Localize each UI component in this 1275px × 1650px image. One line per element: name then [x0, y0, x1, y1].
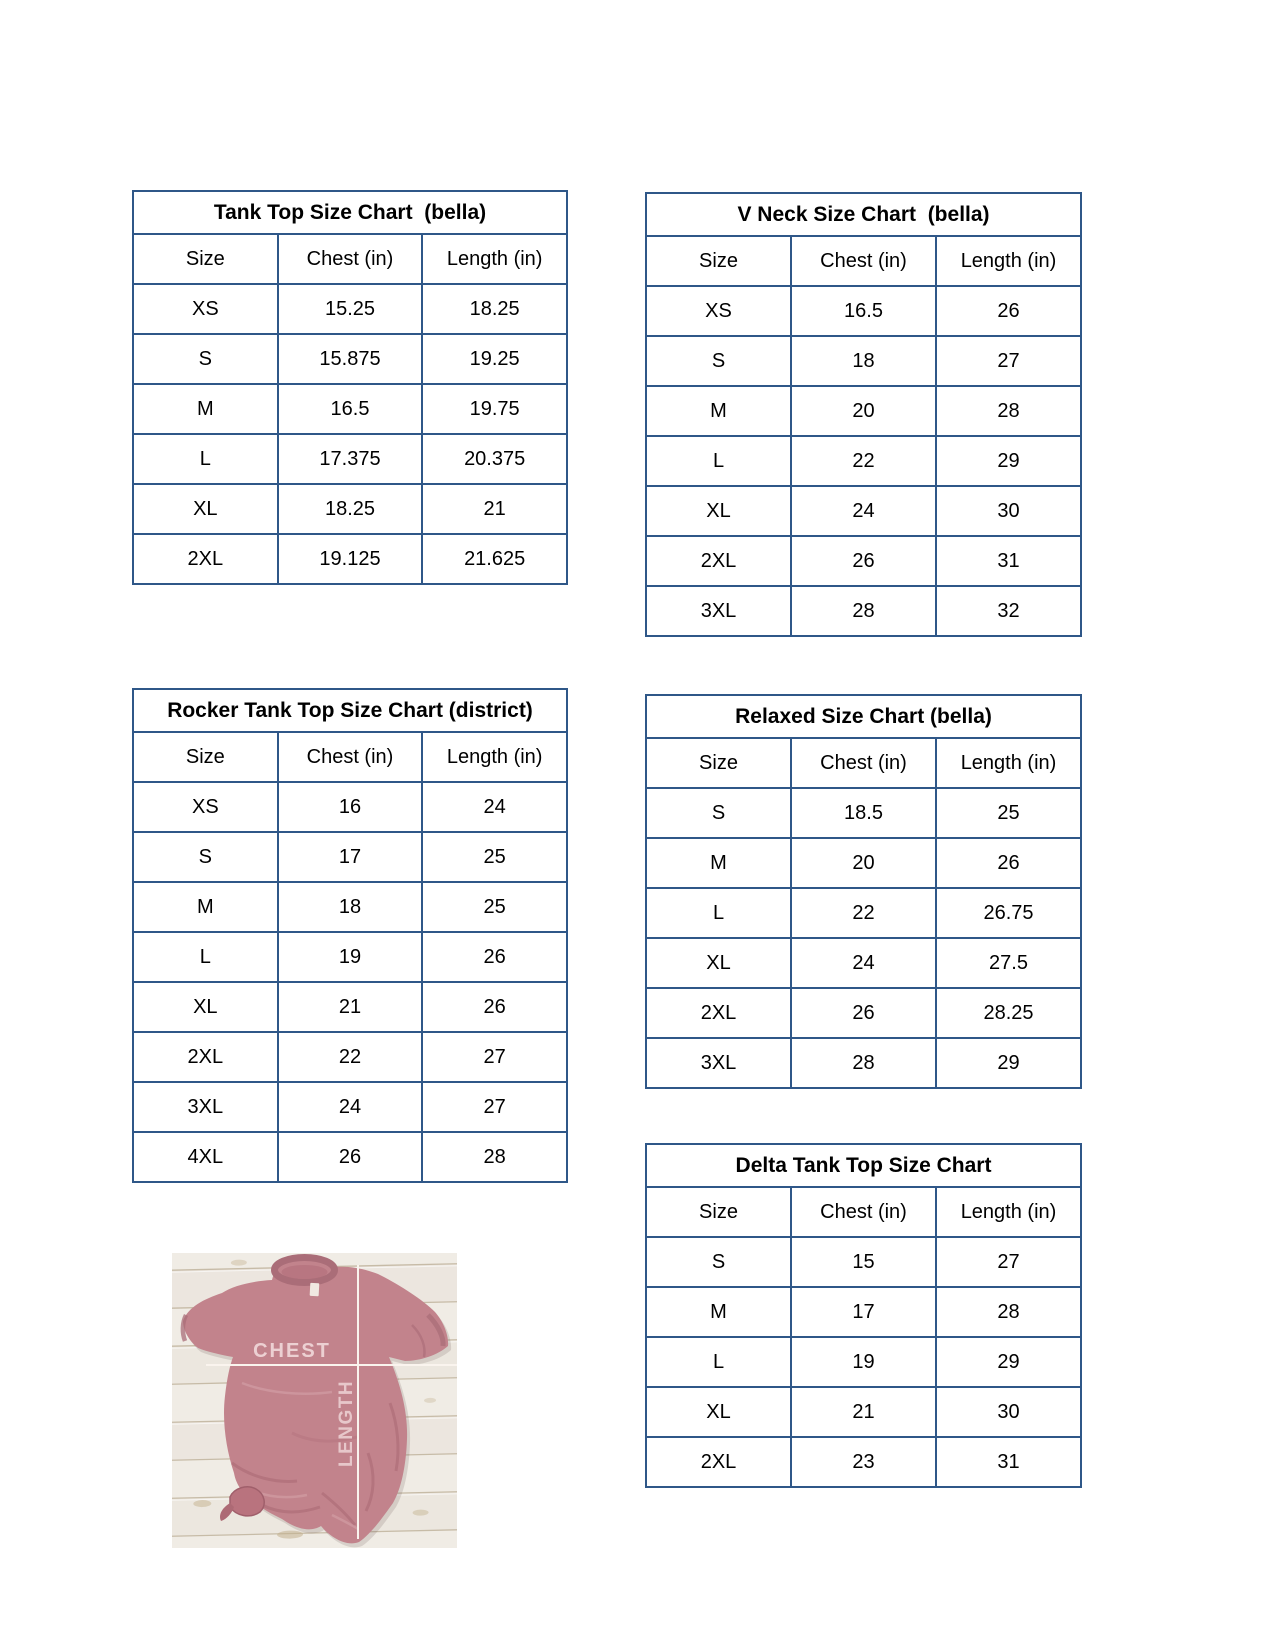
size-table-tank-top: [132, 190, 568, 585]
table-cell: XL: [646, 486, 791, 536]
table-cell: 30: [936, 486, 1081, 536]
table-cell: 16: [278, 782, 423, 832]
table-header-row: [133, 234, 567, 284]
table-row: [133, 782, 567, 832]
table-row: [133, 284, 567, 334]
table-cell: L: [646, 888, 791, 938]
table-row: [646, 436, 1081, 486]
table-cell: XL: [133, 484, 278, 534]
table-cell: S: [646, 788, 791, 838]
table-row: [646, 788, 1081, 838]
table-cell: 18.25: [278, 484, 423, 534]
table-row: [646, 286, 1081, 336]
table-title: Tank Top Size Chart (bella): [133, 191, 567, 234]
table-row: [133, 384, 567, 434]
size-table-rocker-tank-top: [132, 688, 568, 1183]
table-row: [646, 1337, 1081, 1387]
table-cell: 28: [936, 386, 1081, 436]
table-cell: 15: [791, 1237, 936, 1287]
table-cell: 30: [936, 1387, 1081, 1437]
table-cell: 31: [936, 536, 1081, 586]
table-cell: S: [133, 832, 278, 882]
table-cell: 3XL: [646, 1038, 791, 1088]
table-cell: 21: [791, 1387, 936, 1437]
table-cell: 17: [791, 1287, 936, 1337]
table-cell: S: [646, 1237, 791, 1287]
table-cell: 25: [422, 882, 567, 932]
table-header-row: [646, 1187, 1081, 1237]
collar-opening: [282, 1265, 328, 1279]
table-cell: XL: [133, 982, 278, 1032]
table-cell: 18.25: [422, 284, 567, 334]
table-cell: 17.375: [278, 434, 423, 484]
table-cell: 23: [791, 1437, 936, 1487]
table-cell: 27: [936, 336, 1081, 386]
column-header: Chest (in): [791, 1187, 936, 1237]
table-cell: XS: [133, 284, 278, 334]
table-row: [646, 586, 1081, 636]
table-cell: 28: [936, 1287, 1081, 1337]
table-cell: M: [646, 838, 791, 888]
table-cell: 24: [791, 938, 936, 988]
column-header: Length (in): [936, 738, 1081, 788]
table-title: Relaxed Size Chart (bella): [646, 695, 1081, 738]
table-title-row: [133, 689, 567, 732]
size-table-relaxed: [645, 694, 1082, 1089]
table-cell: L: [133, 932, 278, 982]
column-header: Size: [646, 738, 791, 788]
table-cell: 3XL: [646, 586, 791, 636]
table-cell: 24: [422, 782, 567, 832]
table-cell: M: [133, 384, 278, 434]
table-cell: 26: [791, 536, 936, 586]
table-cell: 24: [791, 486, 936, 536]
table-cell: 18: [278, 882, 423, 932]
table-cell: 25: [422, 832, 567, 882]
table-cell: 26: [422, 982, 567, 1032]
table-cell: M: [133, 882, 278, 932]
table-cell: XL: [646, 938, 791, 988]
table-cell: 2XL: [133, 1032, 278, 1082]
table-cell: 26: [278, 1132, 423, 1182]
column-header: Length (in): [936, 1187, 1081, 1237]
table-cell: XS: [646, 286, 791, 336]
table-cell: 2XL: [133, 534, 278, 584]
column-header: Chest (in): [791, 236, 936, 286]
table-title: Delta Tank Top Size Chart: [646, 1144, 1081, 1187]
table-row: [133, 932, 567, 982]
table-row: [646, 486, 1081, 536]
table-cell: 16.5: [791, 286, 936, 336]
table-cell: 4XL: [133, 1132, 278, 1182]
table-cell: 22: [278, 1032, 423, 1082]
table-cell: 21: [278, 982, 423, 1032]
table-title: V Neck Size Chart (bella): [646, 193, 1081, 236]
table-cell: 29: [936, 1337, 1081, 1387]
table-cell: M: [646, 386, 791, 436]
table-row: [133, 1082, 567, 1132]
table-cell: 19: [791, 1337, 936, 1387]
column-header: Chest (in): [278, 732, 423, 782]
table-cell: 15.875: [278, 334, 423, 384]
table-cell: 3XL: [133, 1082, 278, 1132]
table-row: [646, 938, 1081, 988]
table-row: [646, 536, 1081, 586]
table-cell: 21.625: [422, 534, 567, 584]
table-cell: 26: [936, 286, 1081, 336]
table-row: [133, 484, 567, 534]
tank-top-size-chart: [132, 190, 568, 585]
table-cell: 28: [791, 586, 936, 636]
table-title: Rocker Tank Top Size Chart (district): [133, 689, 567, 732]
table-row: [646, 386, 1081, 436]
table-cell: XL: [646, 1387, 791, 1437]
table-cell: L: [133, 434, 278, 484]
table-cell: 22: [791, 436, 936, 486]
table-cell: 2XL: [646, 988, 791, 1038]
table-cell: 19.25: [422, 334, 567, 384]
column-header: Length (in): [936, 236, 1081, 286]
table-cell: 25: [936, 788, 1081, 838]
table-cell: 20.375: [422, 434, 567, 484]
delta-tank-top-size-chart: [645, 1143, 1082, 1488]
table-cell: 28: [791, 1038, 936, 1088]
chest-label: CHEST: [253, 1340, 331, 1362]
table-cell: 24: [278, 1082, 423, 1132]
table-cell: 18: [791, 336, 936, 386]
table-cell: 15.25: [278, 284, 423, 334]
table-cell: 26: [936, 838, 1081, 888]
column-header: Chest (in): [791, 738, 936, 788]
shirt-measurement-photo: [172, 1253, 457, 1548]
table-cell: 2XL: [646, 1437, 791, 1487]
table-row: [133, 1032, 567, 1082]
size-table-delta-tank-top: [645, 1143, 1082, 1488]
table-cell: 16.5: [278, 384, 423, 434]
table-row: [646, 336, 1081, 386]
table-cell: 20: [791, 386, 936, 436]
table-row: [646, 1237, 1081, 1287]
table-cell: XS: [133, 782, 278, 832]
table-cell: 29: [936, 1038, 1081, 1088]
table-title-row: [646, 695, 1081, 738]
table-cell: 29: [936, 436, 1081, 486]
table-cell: 26.75: [936, 888, 1081, 938]
table-row: [646, 1387, 1081, 1437]
table-cell: 28.25: [936, 988, 1081, 1038]
table-cell: 2XL: [646, 536, 791, 586]
table-row: [133, 434, 567, 484]
table-header-row: [646, 738, 1081, 788]
table-cell: 27: [422, 1032, 567, 1082]
table-row: [646, 838, 1081, 888]
table-cell: M: [646, 1287, 791, 1337]
table-cell: 27: [936, 1237, 1081, 1287]
table-cell: 18.5: [791, 788, 936, 838]
column-header: Length (in): [422, 732, 567, 782]
column-header: Size: [133, 732, 278, 782]
hem-knot: [230, 1487, 264, 1516]
table-cell: 27: [422, 1082, 567, 1132]
table-title-row: [646, 1144, 1081, 1187]
size-table-v-neck: [645, 192, 1082, 637]
table-row: [133, 832, 567, 882]
table-cell: S: [646, 336, 791, 386]
column-header: Length (in): [422, 234, 567, 284]
table-cell: 26: [791, 988, 936, 1038]
table-header-row: [133, 732, 567, 782]
table-cell: 32: [936, 586, 1081, 636]
table-title-row: [133, 191, 567, 234]
rocker-tank-top-size-chart: [132, 688, 568, 1183]
table-row: [133, 1132, 567, 1182]
column-header: Chest (in): [278, 234, 423, 284]
table-row: [646, 1038, 1081, 1088]
table-cell: 19.125: [278, 534, 423, 584]
table-header-row: [646, 236, 1081, 286]
table-title-row: [646, 193, 1081, 236]
table-cell: 26: [422, 932, 567, 982]
column-header: Size: [646, 1187, 791, 1237]
table-cell: S: [133, 334, 278, 384]
table-cell: 19.75: [422, 384, 567, 434]
neck-tag: [310, 1283, 320, 1296]
table-cell: 28: [422, 1132, 567, 1182]
relaxed-size-chart: [645, 694, 1082, 1089]
column-header: Size: [133, 234, 278, 284]
table-cell: 27.5: [936, 938, 1081, 988]
table-row: [646, 1287, 1081, 1337]
table-cell: 17: [278, 832, 423, 882]
table-cell: 20: [791, 838, 936, 888]
table-row: [133, 534, 567, 584]
table-cell: 22: [791, 888, 936, 938]
table-row: [646, 1437, 1081, 1487]
table-row: [133, 334, 567, 384]
column-header: Size: [646, 236, 791, 286]
table-cell: L: [646, 436, 791, 486]
table-cell: 31: [936, 1437, 1081, 1487]
table-row: [646, 988, 1081, 1038]
table-cell: 19: [278, 932, 423, 982]
table-row: [646, 888, 1081, 938]
length-label: LENGTH: [336, 1379, 357, 1467]
v-neck-size-chart: [645, 192, 1082, 637]
table-cell: 21: [422, 484, 567, 534]
table-cell: L: [646, 1337, 791, 1387]
table-row: [133, 982, 567, 1032]
table-row: [133, 882, 567, 932]
